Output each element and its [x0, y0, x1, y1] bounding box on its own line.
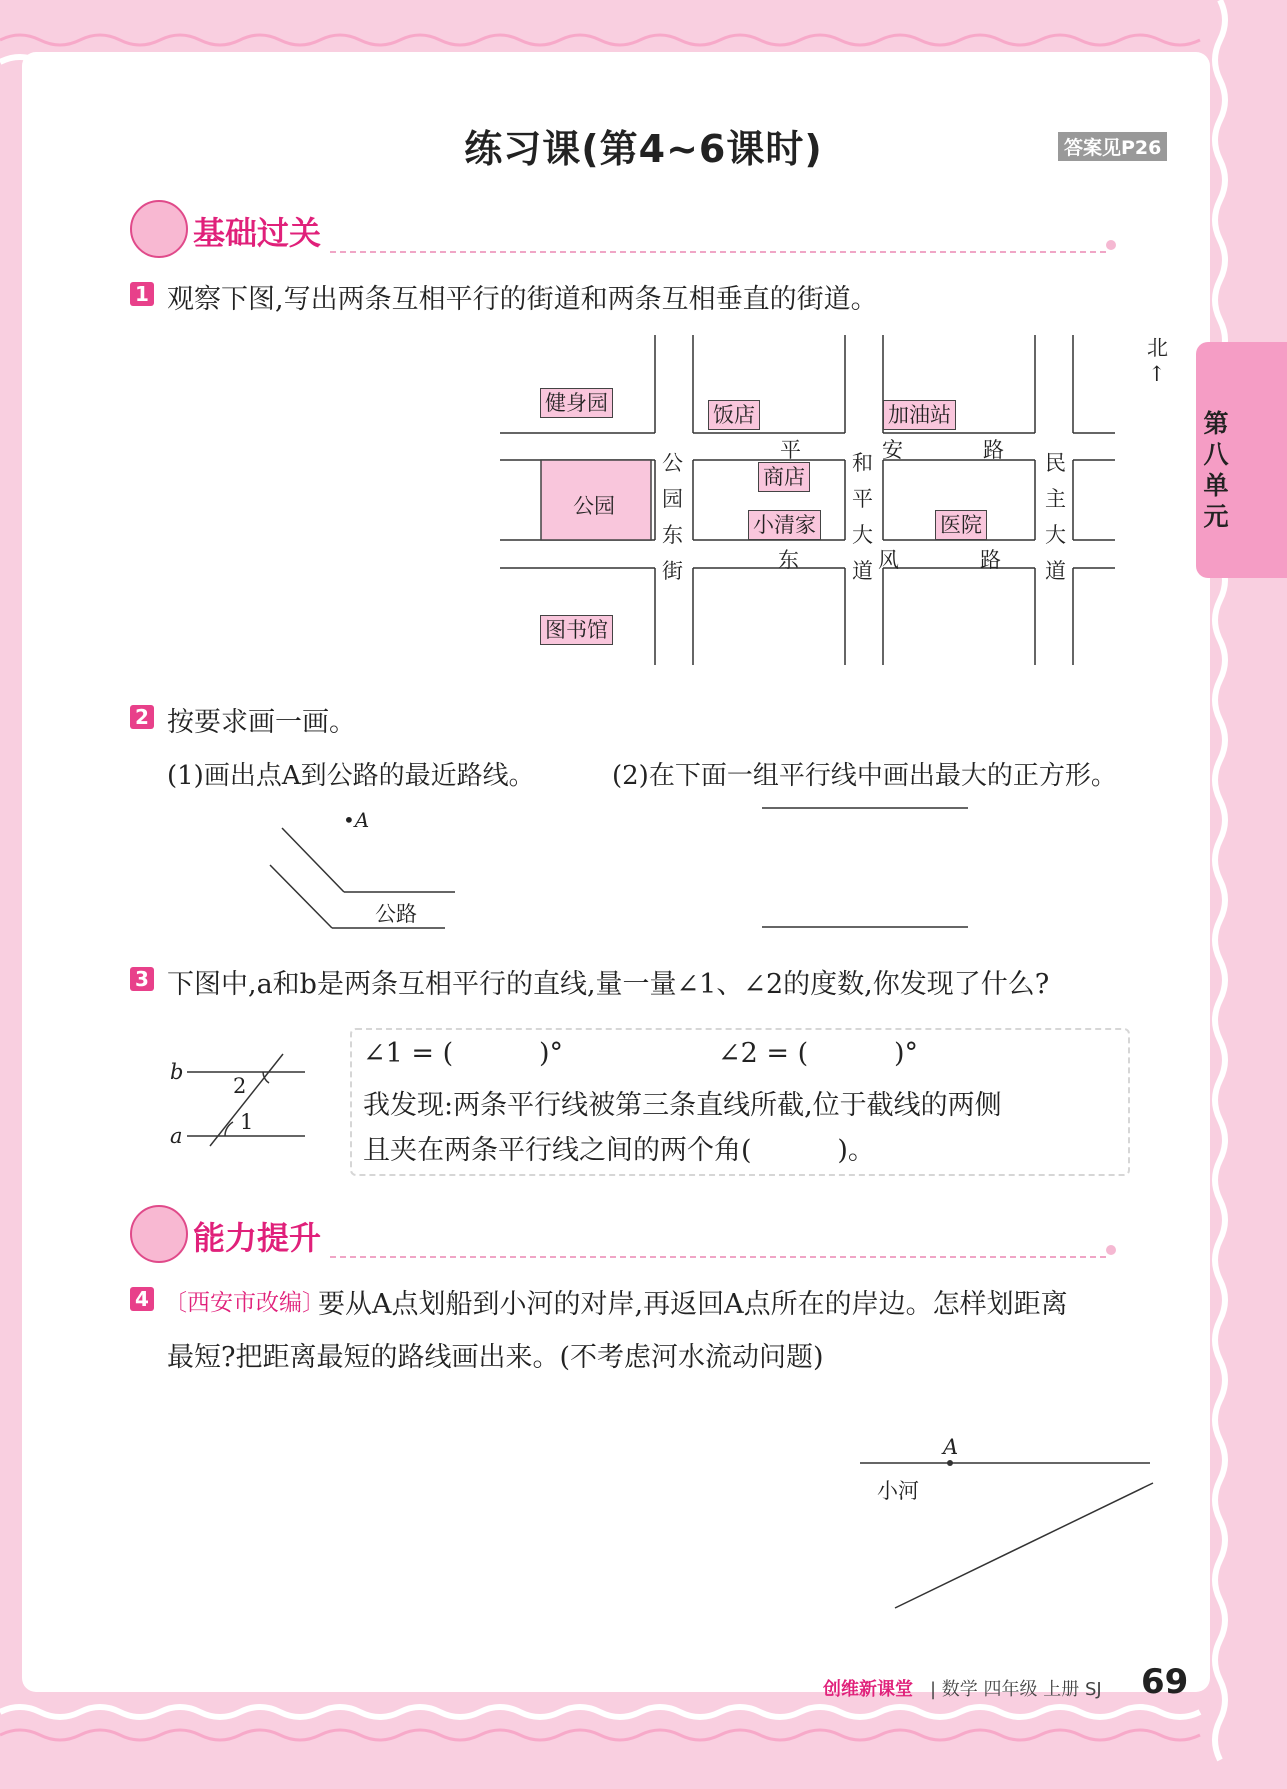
question-2-sub1: (1)画出点A到公路的最近路线。	[167, 761, 535, 791]
street-heping-2: 平	[852, 487, 873, 511]
section-basic-title: 基础过关	[193, 214, 322, 252]
street-gongyuan-2: 园	[662, 487, 683, 511]
street-dong-label: 东	[778, 548, 799, 572]
section-advanced-title: 能力提升	[193, 1219, 322, 1257]
line-a-label: a	[170, 1124, 183, 1148]
angle-figure	[165, 1050, 315, 1150]
angle-1-answer[interactable]: ∠1 = ( )°	[363, 1038, 563, 1069]
street-ping-label: 平	[780, 438, 801, 462]
footer-info: | 数学 四年级 上册 SJ	[930, 1679, 1102, 1700]
street-minzhu-4: 道	[1045, 559, 1066, 583]
section-divider	[330, 1256, 1106, 1258]
street-lu-bottom-label: 路	[980, 548, 1001, 572]
dot-decoration-icon	[1106, 1245, 1116, 1255]
question-2-number: 2	[130, 705, 154, 729]
place-park: 公园	[573, 494, 615, 518]
place-library: 图书馆	[540, 615, 613, 645]
street-gongyuan-1: 公	[662, 451, 683, 475]
street-minzhu-1: 民	[1045, 451, 1066, 475]
question-2-text: 按要求画一画。	[167, 707, 356, 738]
street-heping-4: 道	[852, 559, 873, 583]
question-4-text-1: 要从A点划船到小河的对岸,再返回A点所在的岸边。怎样划距离	[318, 1289, 1068, 1320]
angle-1-label: 1	[240, 1110, 254, 1134]
place-restaurant: 饭店	[708, 400, 760, 430]
north-label: 北	[1147, 336, 1168, 360]
question-4-number: 4	[130, 1287, 154, 1311]
page-title: 练习课(第4~6课时)	[464, 127, 823, 171]
street-minzhu-2: 主	[1045, 487, 1066, 511]
point-a-label: •A	[343, 808, 370, 832]
footer-brand: 创维新课堂	[823, 1679, 913, 1700]
street-heping-3: 大	[852, 523, 873, 547]
street-gongyuan-3: 东	[662, 523, 683, 547]
section-divider	[330, 251, 1106, 253]
page-number: 69	[1141, 1662, 1189, 1702]
question-3-text: 下图中,a和b是两条互相平行的直线,量一量∠1、∠2的度数,你发现了什么?	[167, 969, 1050, 1000]
street-an-label: 安	[882, 438, 903, 462]
dot-decoration-icon	[1106, 240, 1116, 250]
question-2-sub2: (2)在下面一组平行线中画出最大的正方形。	[612, 761, 1117, 791]
place-xiaoqing-home: 小清家	[748, 510, 821, 540]
road-label: 公路	[375, 902, 417, 926]
finding-line-2[interactable]: 且夹在两条平行线之间的两个角( )。	[363, 1135, 875, 1166]
street-feng-label: 风	[878, 548, 899, 572]
street-heping-1: 和	[852, 451, 873, 475]
finding-line-1: 我发现:两条平行线被第三条直线所截,位于截线的两侧	[363, 1090, 1002, 1121]
question-4-text-2: 最短?把距离最短的路线画出来。(不考虑河水流动问题)	[167, 1342, 824, 1373]
question-4-source: 〔西安市改编〕	[164, 1290, 325, 1316]
place-fitness-park: 健身园	[540, 388, 613, 418]
answer-reference: 答案见P26	[1058, 132, 1167, 161]
question-1-number: 1	[130, 282, 154, 306]
place-hospital: 医院	[935, 510, 987, 540]
river-point-a-label: A	[943, 1435, 959, 1459]
north-arrow-icon: ↑	[1148, 362, 1166, 386]
line-b-label: b	[170, 1060, 184, 1084]
place-gas-station: 加油站	[883, 400, 956, 430]
mascot-icon	[130, 1205, 188, 1263]
angle-2-label: 2	[233, 1074, 247, 1098]
mascot-icon	[130, 200, 188, 258]
place-shop: 商店	[758, 462, 810, 492]
question-3-number: 3	[130, 967, 154, 991]
river-label: 小河	[877, 1479, 919, 1503]
street-lu-top-label: 路	[983, 438, 1004, 462]
point-a-marker	[947, 1460, 953, 1466]
question-1-text: 观察下图,写出两条互相平行的街道和两条互相垂直的街道。	[167, 284, 878, 315]
unit-tab-label: 第八单元	[1203, 409, 1229, 531]
parallel-lines-figure	[760, 800, 980, 935]
street-gongyuan-4: 街	[662, 559, 683, 583]
street-minzhu-3: 大	[1045, 523, 1066, 547]
angle-2-answer[interactable]: ∠2 = ( )°	[718, 1038, 918, 1069]
